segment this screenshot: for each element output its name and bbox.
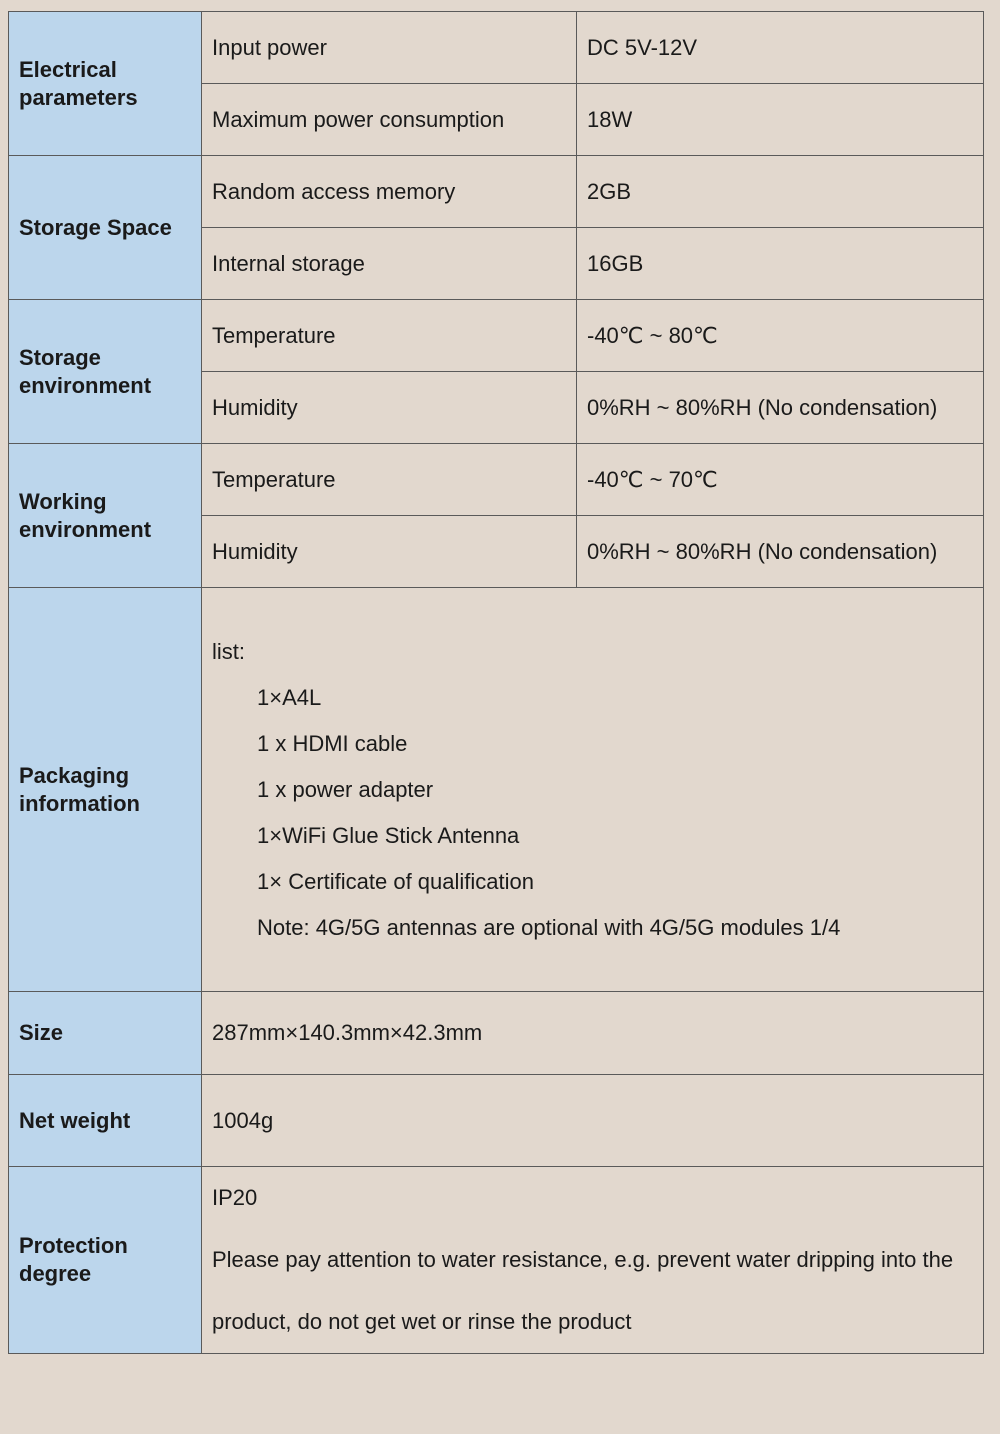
param-storage-humidity: Humidity: [202, 372, 577, 444]
category-storage-environment: Storage environment: [9, 300, 202, 444]
protection-rating: IP20: [212, 1185, 258, 1210]
value-ram: 2GB: [577, 156, 984, 228]
category-size: Size: [9, 992, 202, 1075]
param-input-power: Input power: [202, 12, 577, 84]
param-working-humidity: Humidity: [202, 516, 577, 588]
table-row: [9, 1167, 984, 1354]
list-item: 1× Certificate of qualification: [257, 868, 534, 894]
value-input-power: DC 5V-12V: [577, 12, 984, 84]
category-electrical: Electrical parameters: [9, 12, 202, 156]
table-row: [9, 300, 984, 372]
list-item: 1 x HDMI cable: [257, 730, 408, 756]
category-storage-space: Storage Space: [9, 156, 202, 300]
list-item: 1 x power adapter: [257, 776, 434, 802]
param-internal-storage: Internal storage: [202, 228, 577, 300]
list-item: 1×A4L: [257, 684, 322, 710]
param-ram: Random access memory: [202, 156, 577, 228]
table-row: [9, 156, 984, 228]
value-net-weight: 1004g: [202, 1075, 984, 1167]
table-row: [9, 444, 984, 516]
table-row: [9, 1075, 984, 1167]
param-max-power: Maximum power consumption: [202, 84, 577, 156]
table-row: [9, 12, 984, 84]
packaging-list-title: list:: [212, 638, 245, 664]
list-item: 1×WiFi Glue Stick Antenna: [257, 822, 520, 848]
param-working-temperature: Temperature: [202, 444, 577, 516]
value-working-humidity: 0%RH ~ 80%RH (No condensation): [577, 516, 984, 588]
category-working-environment: Working environment: [9, 444, 202, 588]
value-size: 287mm×140.3mm×42.3mm: [202, 992, 984, 1075]
param-storage-temperature: Temperature: [202, 300, 577, 372]
value-internal-storage: 16GB: [577, 228, 984, 300]
spec-table: [8, 11, 984, 1354]
protection-note-line1: Please pay attention to water resistance, e.g. prevent water dripping into the: [212, 1247, 954, 1272]
table-row: [9, 992, 984, 1075]
table-row: [9, 588, 984, 992]
category-protection: Protection degree: [9, 1167, 202, 1354]
category-packaging: Packaging information: [9, 588, 202, 992]
packaging-list: [202, 588, 984, 992]
value-storage-temperature: -40℃ ~ 80℃: [577, 300, 984, 372]
value-working-temperature: -40℃ ~ 70℃: [577, 444, 984, 516]
protection-note-line2: product, do not get wet or rinse the product: [212, 1309, 632, 1334]
category-net-weight: Net weight: [9, 1075, 202, 1167]
protection-details: [202, 1167, 984, 1354]
value-storage-humidity: 0%RH ~ 80%RH (No condensation): [577, 372, 984, 444]
list-item: Note: 4G/5G antennas are optional with 4G/5G modules 1/4: [257, 914, 841, 940]
value-max-power: 18W: [577, 84, 984, 156]
